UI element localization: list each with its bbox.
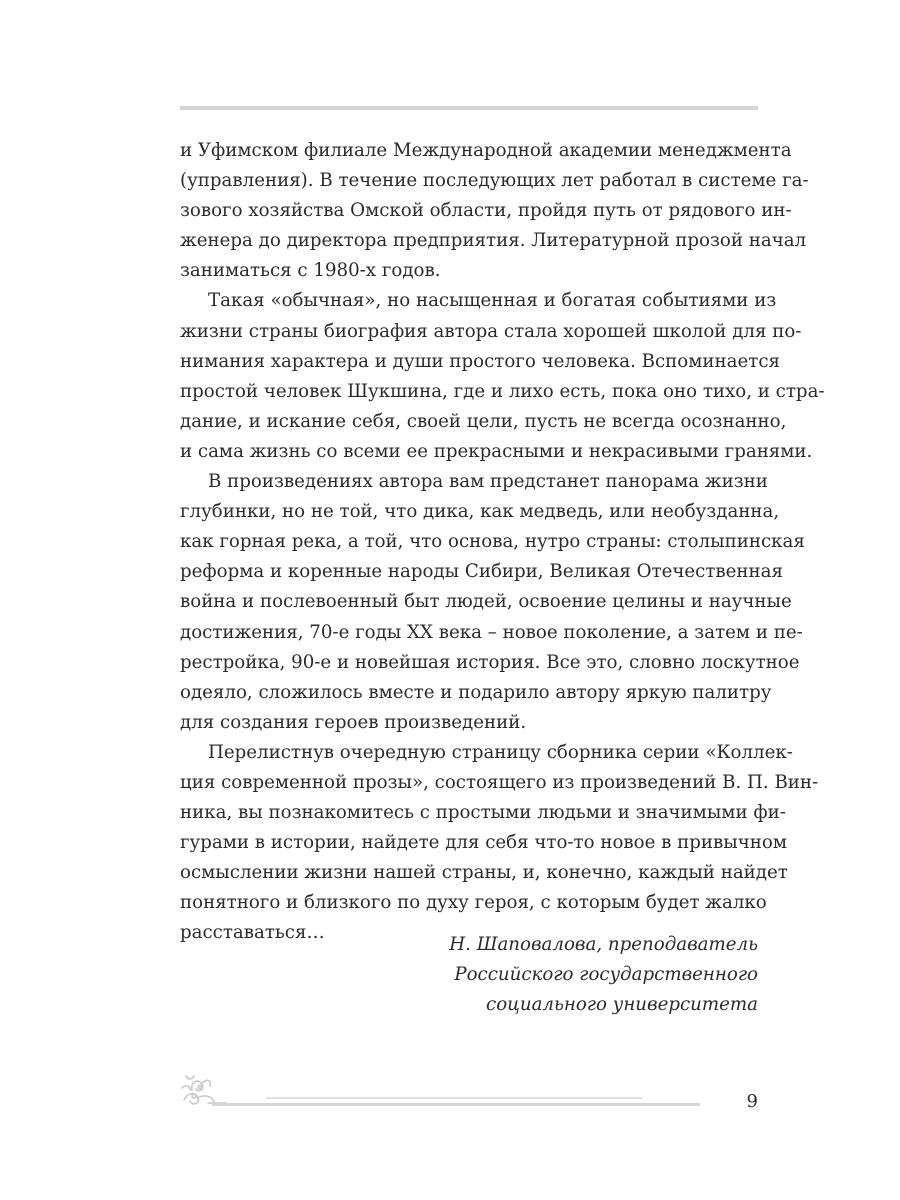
text-line: реформа и коренные народы Сибири, Великая Отечественная (180, 561, 783, 583)
text-line: ника, вы познакомитесь с простыми людьми и значимыми фи- (180, 802, 786, 824)
signature-name: Н. Шаповалова, преподаватель (449, 934, 758, 955)
text-line: (управления). В течение последующих лет работал в системе га- (180, 170, 809, 192)
text-line: осмыслении жизни нашей страны, и, конечно, каждый найдет (180, 862, 788, 884)
text-line: дание, и искание себя, своей цели, пусть не всегда осознанно, (180, 410, 787, 432)
text-line: гурами в истории, найдете для себя что-то новое в привычном (180, 832, 788, 854)
signature-affiliation: Российского государственного (454, 964, 758, 986)
text-line: Такая «обычная», но насыщенная и богатая событиями из (208, 290, 777, 312)
text-line: достижения, 70-е годы XX века – новое поколение, а затем и пе- (180, 621, 803, 643)
header-rule (180, 106, 758, 110)
text-line: заниматься с 1980-х годов. (180, 260, 441, 282)
text-line: простой человек Шукшина, где и лихо есть, пока оно тихо, и стра- (180, 380, 825, 402)
text-line: зового хозяйства Омской области, пройдя путь от рядового ин- (180, 200, 792, 222)
text-line: война и послевоенный быт людей, освоение целины и научные (180, 591, 792, 613)
text-line: и Уфимском филиале Международной академии менеджмента (180, 140, 792, 161)
text-line: В произведениях автора вам предстанет панорама жизни (208, 471, 768, 493)
footer-rule (212, 1103, 700, 1106)
text-line: как горная река, а той, что основа, нутро страны: столыпинская (180, 531, 805, 553)
text-line: расставаться… (180, 922, 325, 944)
text-line: рестройка, 90-е и новейшая история. Все это, словно лоскутное (180, 651, 800, 673)
text-line: нимания характера и души простого человека. Вспоминается (180, 350, 780, 372)
author-signature (380, 930, 758, 1020)
text-line: одеяло, сложилось вместе и подарило автору яркую палитру (180, 681, 772, 703)
text-line: понятного и близкого по духу героя, с которым будет жалко (180, 892, 767, 914)
text-line: глубинки, но не той, что дика, как медведь, или необузданна, (180, 501, 780, 523)
text-line: женера до директора предприятия. Литературной прозой начал (180, 230, 807, 252)
text-line: ция современной прозы», состоящего из произведений В. П. Вин- (180, 771, 819, 793)
footer-rule-inner (266, 1097, 642, 1099)
text-line: жизни страны биография автора стала хорошей школой для по- (180, 320, 802, 342)
page-number: 9 (746, 1091, 758, 1112)
text-line: Перелистнув очередную страницу сборника серии «Коллек- (208, 741, 793, 763)
text-line: для создания героев произведений. (180, 711, 527, 733)
text-line: и сама жизнь со всеми ее прекрасными и некрасивыми гранями. (180, 440, 813, 462)
signature-affiliation: социального университета (486, 994, 758, 1016)
body-text (180, 136, 825, 949)
